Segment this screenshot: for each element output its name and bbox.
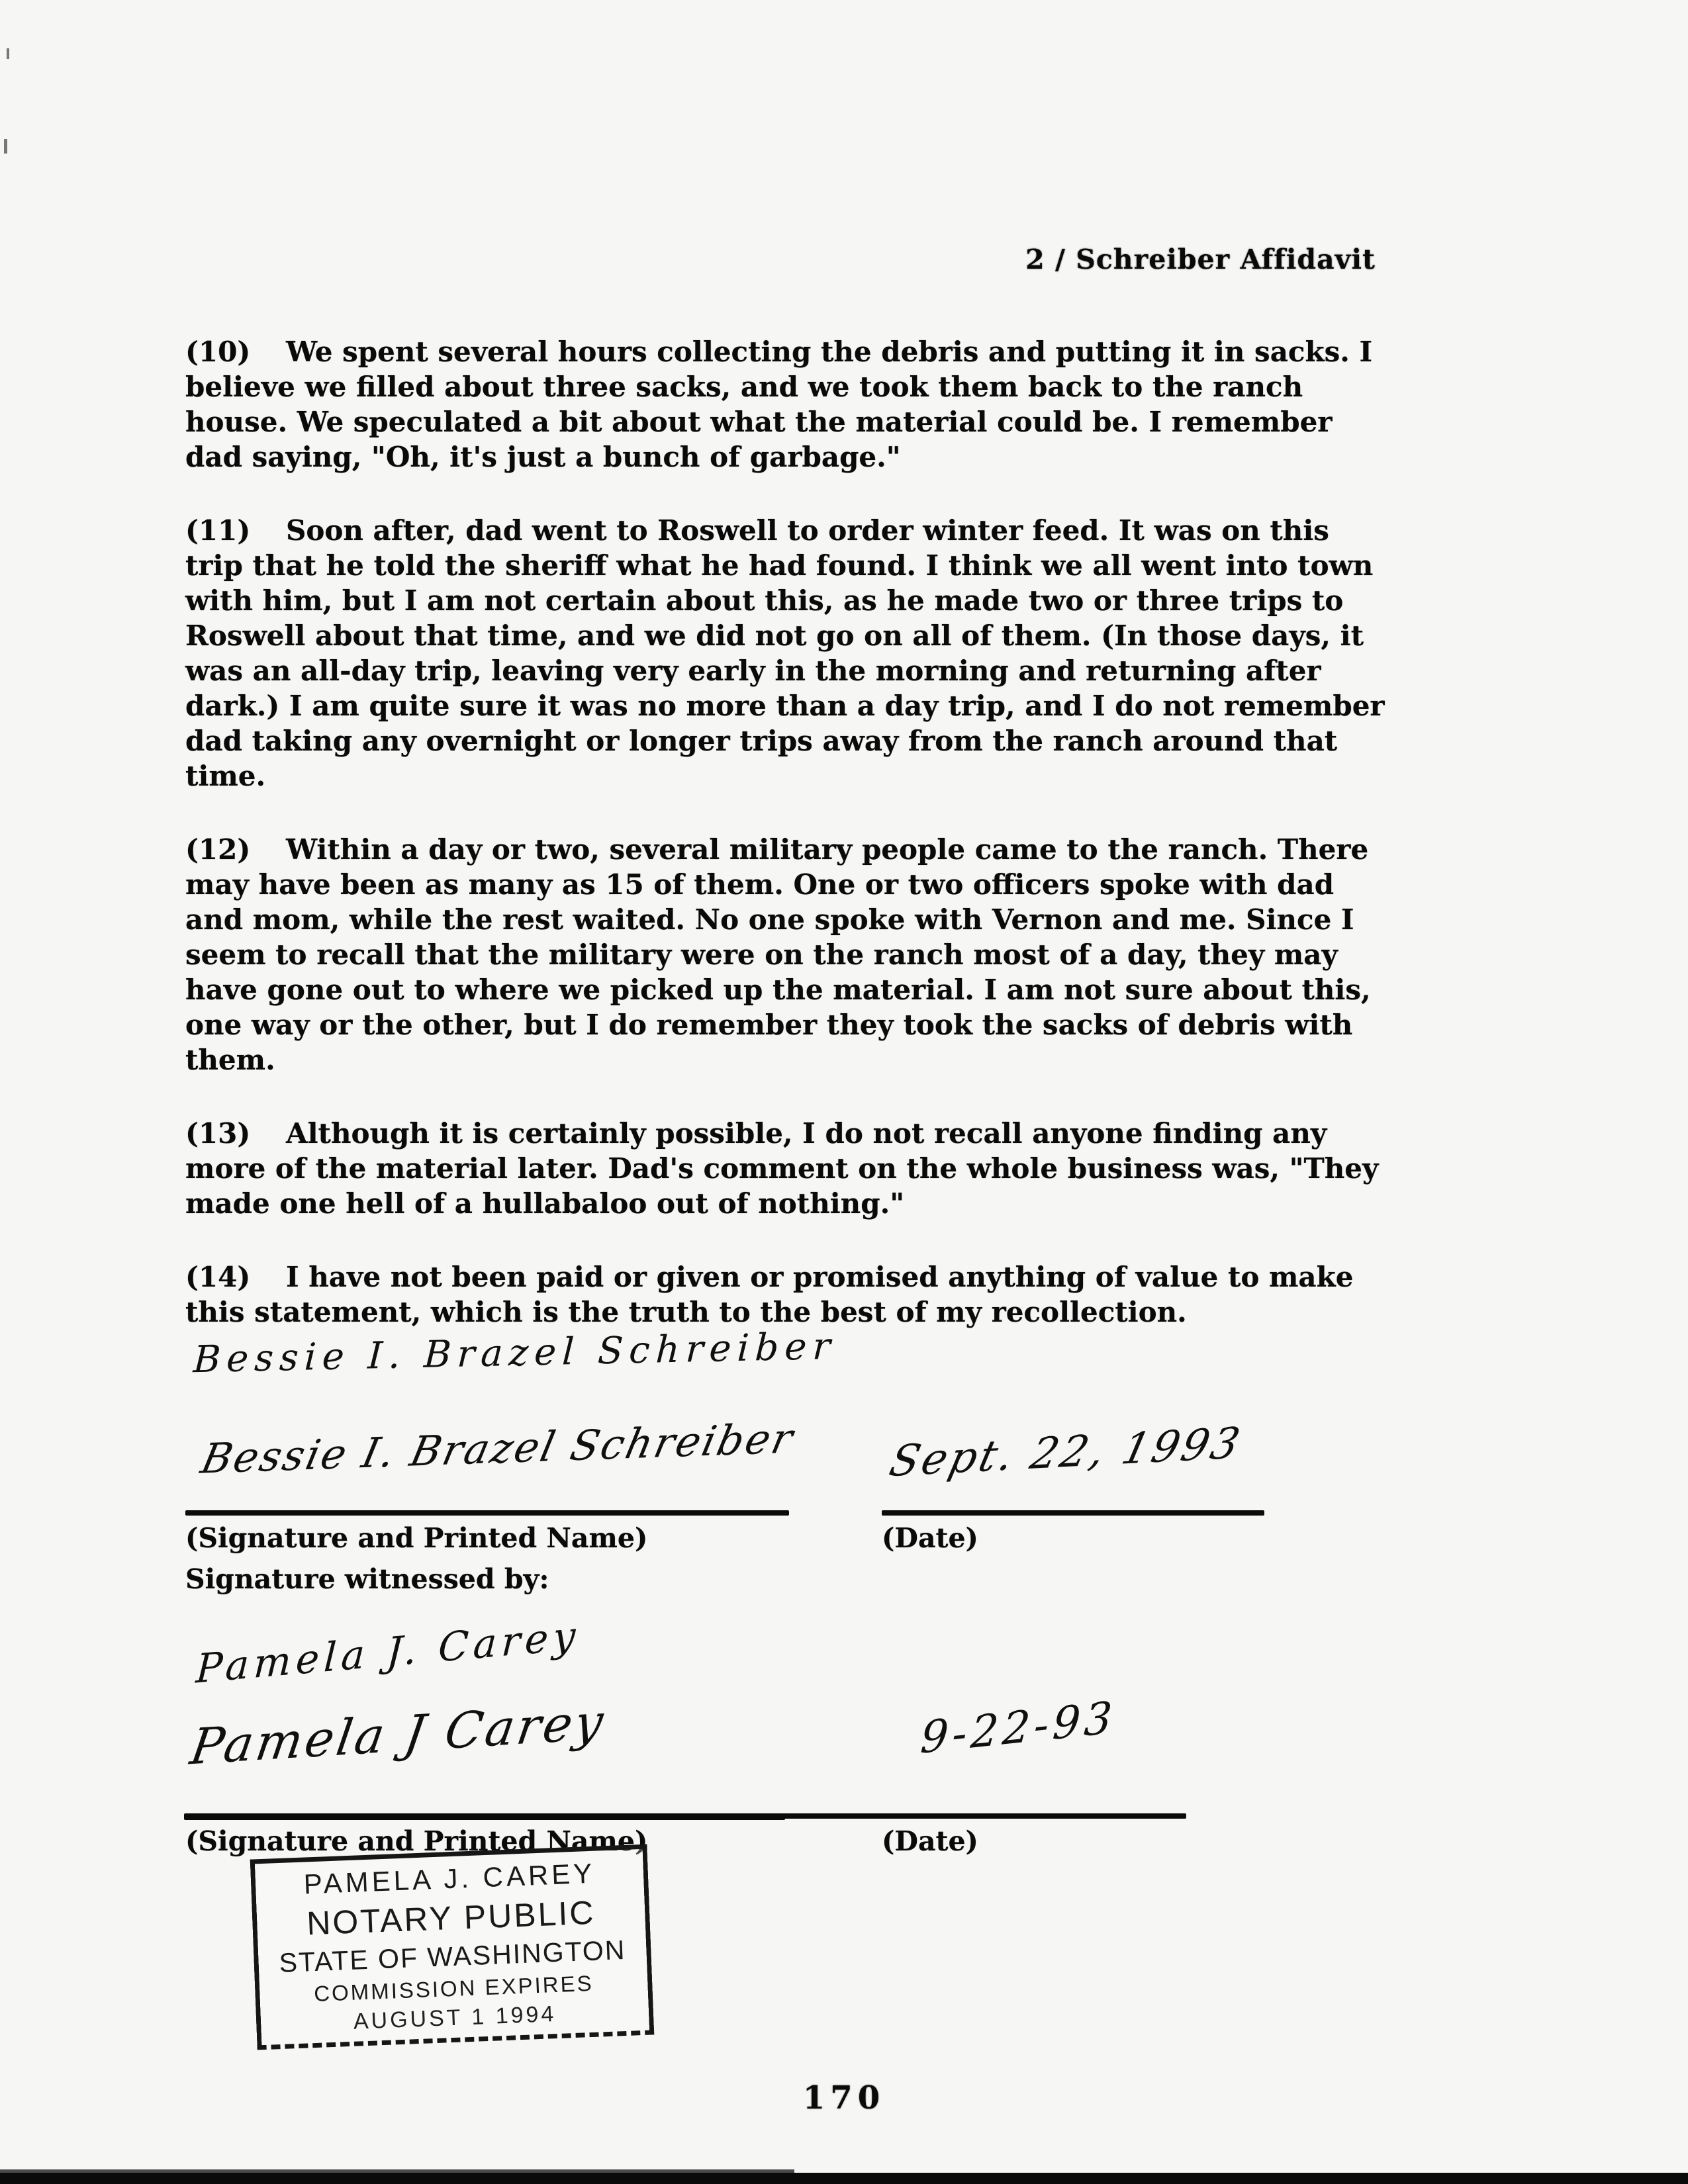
affidavit-paragraph-12 (185, 832, 1387, 1077)
affiant-date-handwriting: Sept. 22, 1993 (884, 1418, 1247, 1487)
signature-line (185, 1510, 789, 1516)
witness-date-line-label: (Date) (882, 1825, 978, 1857)
scan-speck (7, 48, 9, 59)
notary-commission-label: COMMISSION EXPIRES (313, 1970, 594, 2007)
notary-stamp (250, 1844, 655, 2050)
witness-printed-name-handwriting: Pamela J. Carey (195, 1612, 581, 1693)
paragraph-number: (11) (185, 514, 251, 547)
signature-line-label: (Signature and Printed Name) (185, 1522, 648, 1554)
affidavit-paragraph-10 (185, 334, 1387, 475)
witness-signature-line-label: (Signature and Printed Name) (185, 1825, 648, 1857)
affidavit-paragraph-14 (185, 1259, 1387, 1330)
paragraph-text: I have not been paid or given or promised anything of value to make this statement, which is the truth to the best of my recollection. (185, 1261, 1354, 1328)
date-line-label: (Date) (882, 1522, 978, 1554)
paragraph-text: Although it is certainly possible, I do not recall anyone finding any more of the material later. Dad's comment on the whole business was, "They made one hell of a hullabaloo out of nothing." (185, 1117, 1379, 1220)
affidavit-paragraph-11 (185, 513, 1387, 794)
notary-commission-date: AUGUST 1 1994 (353, 2001, 557, 2034)
witness-signature-line (184, 1813, 785, 1820)
notary-name: PAMELA J. CAREY (303, 1857, 596, 1900)
witness-date-line (771, 1813, 1186, 1819)
witness-signature-handwriting: Pamela J Carey (187, 1693, 610, 1776)
notary-title: NOTARY PUBLIC (306, 1893, 596, 1942)
affiant-signature-handwriting: Bessie I. Brazel Schreiber (197, 1414, 799, 1483)
paragraph-number: (12) (185, 833, 251, 866)
affiant-printed-name-handwriting: Bessie I. Brazel Schreiber (192, 1324, 837, 1382)
paragraph-number: (10) (185, 336, 251, 368)
page-number: 170 (802, 2079, 886, 2116)
paragraph-number: (14) (185, 1261, 251, 1293)
affidavit-body (185, 334, 1387, 1368)
witness-date-handwriting: 9-22-93 (919, 1692, 1118, 1764)
page-header: 2 / Schreiber Affidavit (1025, 244, 1376, 275)
paragraph-number: (13) (185, 1117, 251, 1150)
affidavit-paragraph-13 (185, 1116, 1387, 1221)
paragraph-text: Soon after, dad went to Roswell to order winter feed. It was on this trip that he told the sheriff what he had found. I think we all went into town with him, but I am not certain about this, as he made two or three trips to Roswell about that time, and we did not go on all of them. (In those days, it was an all-day trip, leaving very early in the morning and returning after dark.) I am quite sure it was no more than a day trip, and I do not remember dad taking any overnight or longer trips away from the ranch around that time. (185, 514, 1385, 792)
scan-artifact-bottom-bar (0, 2173, 1688, 2184)
notary-state: STATE OF WASHINGTON (278, 1934, 627, 1979)
witnessed-by-label: Signature witnessed by: (185, 1563, 549, 1595)
paragraph-text: We spent several hours collecting the debris and putting it in sacks. I believe we filled about three sacks, and we took them back to the ranch house. We speculated a bit about what the material could be. I remember dad saying, "Oh, it's just a bunch of garbage." (185, 336, 1373, 473)
date-line (882, 1510, 1264, 1516)
scan-speck (4, 139, 7, 154)
paragraph-text: Within a day or two, several military people came to the ranch. There may have been as many as 15 of them. One or two officers spoke with dad and mom, while the rest waited. No one spoke with Vernon and me. Since I seem to recall that the military were on the ranch most of a day, they may have gone out to where we picked up the material. I am not sure about this, one way or the other, but I do remember they took the sacks of debris with them. (185, 833, 1371, 1076)
